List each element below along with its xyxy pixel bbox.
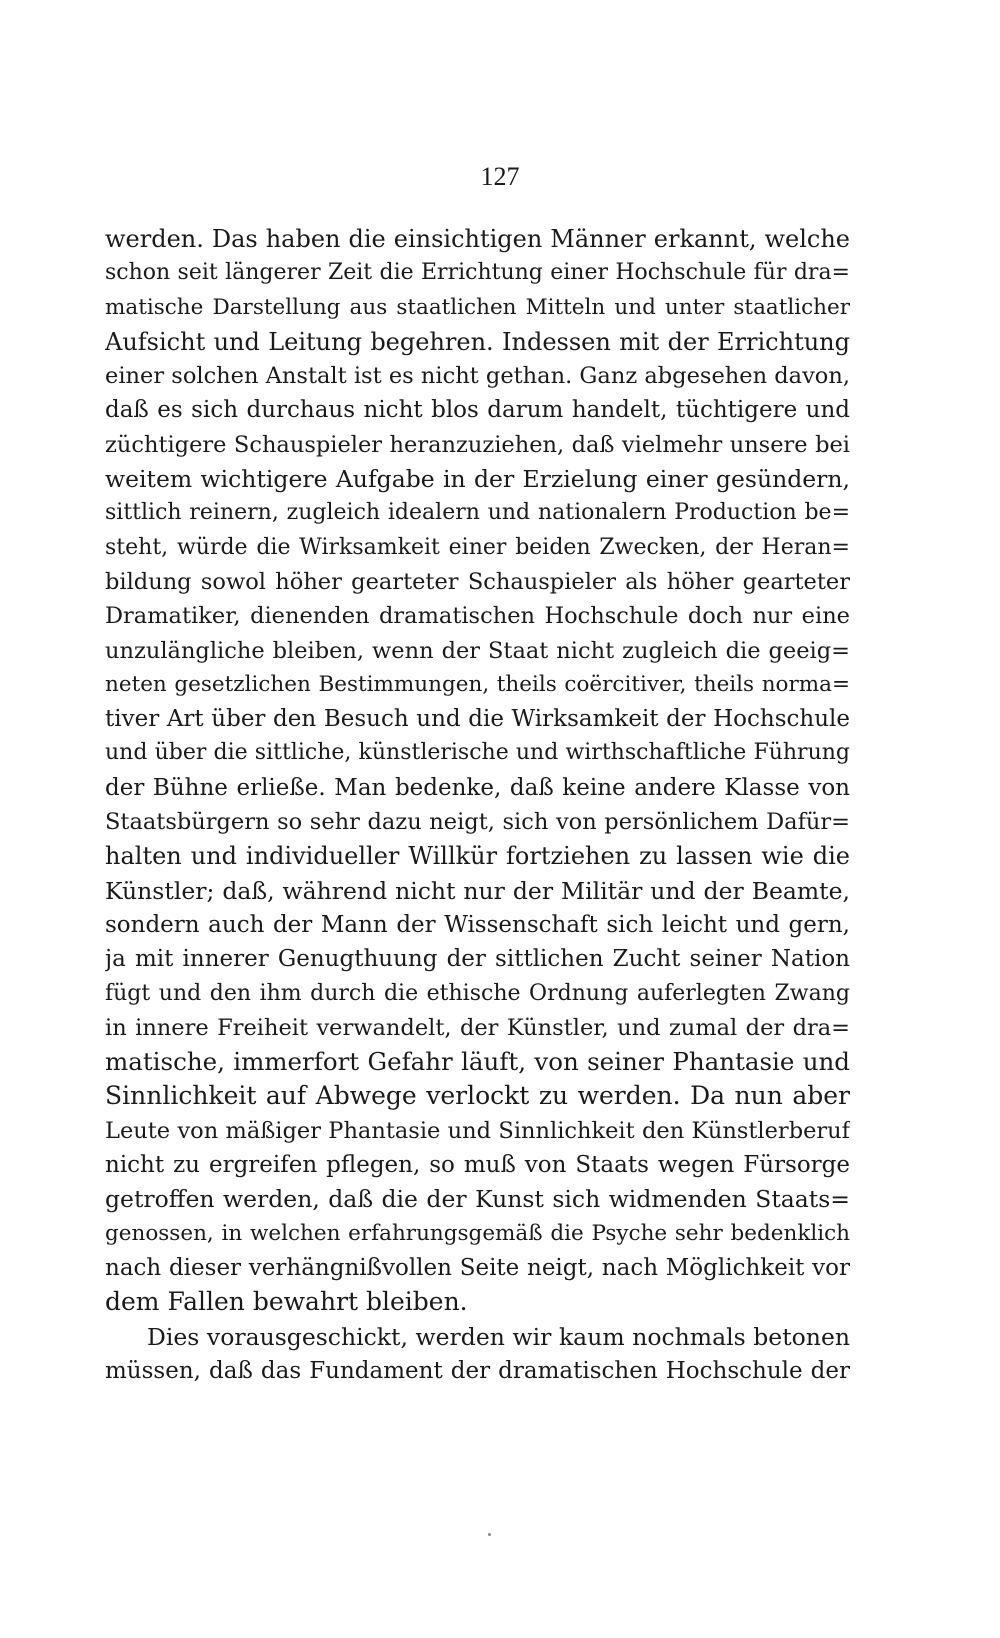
text-line: nach dieser verhängnißvollen Seite neigt, nach Möglichkeit vor (105, 1254, 850, 1281)
text-line: nicht zu ergreifen pflegen, so muß von Staats wegen Fürsorge (105, 1152, 850, 1179)
text-line: sondern auch der Mann der Wissenschaft sich leicht und gern, (105, 911, 850, 938)
text-line: fügt und den ihm durch die ethische Ordnung auferlegten Zwang (105, 980, 850, 1006)
text-line: züchtigere Schauspieler heranzuziehen, daß vielmehr unsere bei (105, 431, 850, 458)
text-line: bildung sowol höher gearteter Schauspieler als höher gearteter (105, 568, 850, 595)
paragraph-end-line: dem Fallen bewahrt bleiben. (105, 1287, 468, 1317)
text-line: ja mit innerer Genugthuung der sittlichen Zucht seiner Nation (105, 946, 850, 973)
text-line: in innere Freiheit verwandelt, der Künstler, und zumal der dra= (105, 1014, 850, 1041)
text-line: matische, immerfort Gefahr läuft, von seiner Phantasie und (105, 1047, 850, 1077)
text-line: daß es sich durchaus nicht blos darum handelt, tüchtigere und (105, 397, 850, 424)
text-line: genossen, in welchen erfahrungsgemäß die Psyche sehr bedenklich (105, 1220, 850, 1246)
text-line: unzulängliche bleiben, wenn der Staat nicht zugleich die geeig= (105, 637, 850, 664)
text-line: Dramatiker, dienenden dramatischen Hochschule doch nur eine (105, 603, 850, 630)
text-line: matische Darstellung aus staatlichen Mitteln und unter staatlicher (105, 294, 850, 320)
text-line: getroffen werden, daß die der Kunst sich widmenden Staats= (105, 1185, 850, 1214)
paper-speck (488, 1533, 491, 1536)
body-text (105, 222, 850, 1388)
text-line: steht, würde die Wirksamkeit einer beiden Zwecken, der Heran= (105, 534, 850, 560)
text-line: Künstler; daß, während nicht nur der Militär und der Beamte, (105, 876, 850, 905)
text-line: werden. Das haben die einsichtigen Männer erkannt, welche (105, 225, 850, 253)
page-number: 127 (480, 162, 520, 191)
text-line: Sinnlichkeit auf Abwege verlockt zu werden. Da nun aber (105, 1081, 850, 1111)
text-line: schon seit längerer Zeit die Errichtung einer Hochschule für dra= (105, 260, 850, 286)
text-line: tiver Art über den Besuch und die Wirksamkeit der Hochschule (105, 706, 850, 733)
text-line: und über die sittliche, künstlerische und wirthschaftliche Führung (105, 740, 850, 766)
text-line: Staatsbürgern so sehr dazu neigt, sich von persönlichem Dafür= (105, 809, 850, 836)
text-line: einer solchen Anstalt ist es nicht gethan. Ganz abgesehen davon, (105, 363, 850, 390)
text-line: sittlich reinern, zugleich idealern und nationalern Production be= (105, 500, 850, 526)
text-line: halten und individueller Willkür fortziehen zu lassen wie die (105, 842, 850, 871)
text-line: weitem wichtigere Aufgabe in der Erzielung einer gesündern, (105, 465, 850, 494)
paragraph-start-line: Dies vorausgeschickt, werden wir kaum nochmals betonen (147, 1322, 850, 1351)
text-line: der Bühne erließe. Man bedenke, daß keine andere Klasse von (105, 774, 850, 801)
text-line: neten gesetzlichen Bestimmungen, theils coërcitiver, theils norma= (105, 671, 850, 697)
text-line: Aufsicht und Leitung begehren. Indessen mit der Errichtung (105, 327, 850, 356)
text-line: müssen, daß das Fundament der dramatischen Hochschule der (105, 1357, 850, 1384)
text-line: Leute von mäßiger Phantasie und Sinnlichkeit den Künstlerberuf (105, 1117, 850, 1144)
